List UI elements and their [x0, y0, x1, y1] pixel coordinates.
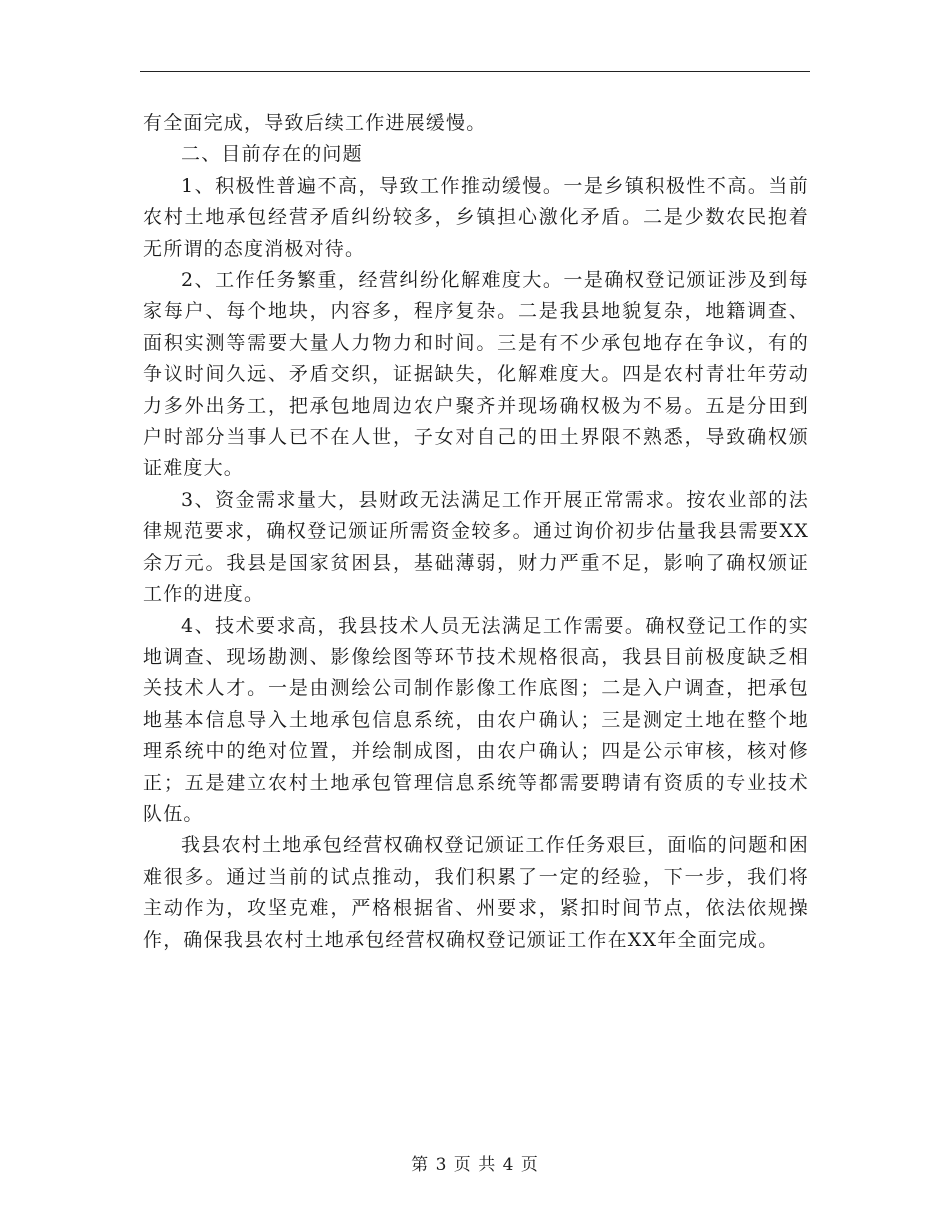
paragraph-issue-4: 4、技术要求高，我县技术人员无法满足工作需要。确权登记工作的实地调查、现场勘测、影像绘图等环节技术规格很高，我县目前极度缺乏相关技术人才。一是由测绘公司制作影像工作底图；二是入户调查，把承包地基本信息导入土地承包信息系统，由农户确认；三是测定土地在整个地理系统中的绝对位置，并绘制成图，由农户确认；四是公示审核，核对修正；五是建立农村土地承包管理信息系统等都需要聘请有资质的专业技术队伍。: [143, 614, 809, 825]
paragraph-issue-3: 3、资金需求量大，县财政无法满足工作开展正常需求。按农业部的法律规范要求，确权登记颁证所需资金较多。通过询价初步估量我县需要XX余万元。我县是国家贫困县，基础薄弱，财力严重不足，影响了确权颁证工作的进度。: [143, 488, 809, 606]
paragraph-issue-1: 1、积极性普遍不高，导致工作推动缓慢。一是乡镇积极性不高。当前农村土地承包经营矛盾纠纷较多，乡镇担心激化矛盾。二是少数农民抱着无所谓的态度消极对待。: [143, 174, 809, 260]
section-heading: 二、目前存在的问题: [181, 143, 363, 166]
header-rule: [140, 71, 810, 72]
paragraph-continuation: 有全面完成，导致后续工作进展缓慢。: [143, 112, 487, 134]
paragraph-conclusion: 我县农村土地承包经营权确权登记颁证工作任务艰巨，面临的问题和困难很多。通过当前的试点推动，我们积累了一定的经验，下一步，我们将主动作为，攻坚克难，严格根据省、州要求，紧扣时间节点，依法依规操作，确保我县农村土地承包经营权确权登记颁证工作在XX年全面完成。: [143, 834, 809, 951]
paragraph-issue-2: 2、工作任务繁重，经营纠纷化解难度大。一是确权登记颁证涉及到每家每户、每个地块，内容多，程序复杂。二是我县地貌复杂，地籍调查、面积实测等需要大量人力物力和时间。三是有不少承包地存在争议，有的争议时间久远、矛盾交织，证据缺失，化解难度大。四是农村青壮年劳动力多外出务工，把承包地周边农户聚齐并现场确权极为不易。五是分田到户时部分当事人已不在人世，子女对自己的田土界限不熟悉，导致确权颁证难度大。: [143, 269, 809, 480]
page-number: 第 3 页 共 4 页: [411, 1155, 539, 1175]
document-body: [143, 108, 809, 956]
